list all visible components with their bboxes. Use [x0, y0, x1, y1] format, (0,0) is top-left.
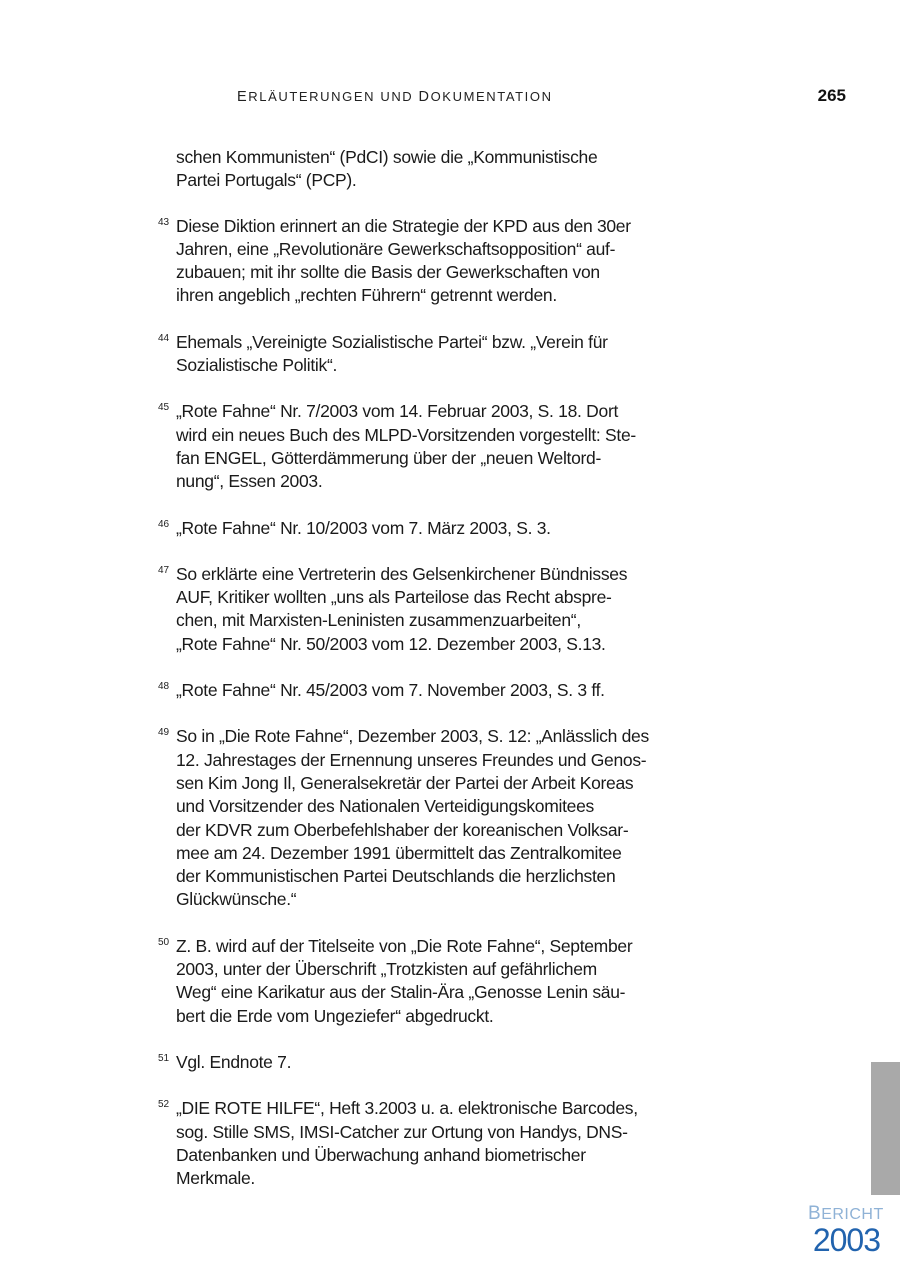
footnote-number: 49 — [158, 727, 170, 739]
text-line: schen Kommunisten“ (PdCI) sowie die „Kommunistische — [176, 147, 598, 167]
footnote-47 — [150, 563, 680, 656]
text-line: Weg“ eine Karikatur aus der Stalin-Ära „Genosse Lenin säu- — [176, 982, 626, 1003]
footnote-number: 52 — [158, 1099, 170, 1111]
text-line: Sozialistische Politik“. — [176, 355, 338, 376]
brand-year: 2003 — [812, 1222, 880, 1258]
footnote-text — [176, 563, 680, 656]
text-line: 12. Jahrestages der Ernennung unseres Freundes und Genos- — [176, 749, 647, 770]
text-line: zubauen; mit ihr sollte die Basis der Gewerkschaften von — [176, 262, 600, 283]
footnote-text — [176, 1097, 680, 1190]
footnote-46 — [150, 517, 680, 540]
footnote-number: 48 — [158, 681, 170, 693]
text-line: Merkmale. — [176, 1168, 255, 1189]
footnote-number: 51 — [158, 1052, 170, 1064]
text-line: Ehemals „Vereinigte Sozialistische Partei“ bzw. „Verein für — [176, 331, 608, 352]
footnote-text — [176, 517, 680, 540]
footnote-text — [176, 331, 680, 378]
brand-word: BERICHT — [808, 1203, 884, 1224]
text-line: Diese Diktion erinnert an die Strategie der KPD aus den 30er — [176, 215, 631, 236]
footnote-45 — [150, 400, 680, 493]
text-line: So erklärte eine Vertreterin des Gelsenkirchener Bündnisses — [176, 563, 628, 584]
continuation-paragraph — [150, 146, 680, 193]
footnote-content — [150, 146, 680, 1213]
text-line: und Vorsitzender des Nationalen Verteidigungskomitees — [176, 796, 594, 817]
text-line: Partei Portugals“ (PCP). — [176, 170, 357, 191]
text-line: sog. Stille SMS, IMSI-Catcher zur Ortung von Handys, DNS- — [176, 1121, 628, 1142]
footnote-number: 47 — [158, 564, 170, 576]
footnote-text — [176, 1051, 680, 1074]
text-line: bert die Erde vom Ungeziefer“ abgedruckt. — [176, 1005, 494, 1026]
text-line: fan ENGEL, Götterdämmerung über der „neuen Weltord- — [176, 447, 602, 468]
footnote-number: 45 — [158, 402, 170, 414]
text-line: AUF, Kritiker wollten „uns als Parteilose das Recht abspre- — [176, 587, 612, 608]
text-line: „DIE ROTE HILFE“, Heft 3.2003 u. a. elektronische Barcodes, — [176, 1098, 638, 1119]
text-line: Vgl. Endnote 7. — [176, 1051, 292, 1072]
text-line: chen, mit Marxisten-Leninisten zusammenzuarbeiten“, — [176, 610, 581, 631]
text-line: der Kommunistischen Partei Deutschlands die herzlichsten — [176, 866, 616, 887]
text-line: Z. B. wird auf der Titelseite von „Die Rote Fahne“, September — [176, 935, 633, 956]
text-line: So in „Die Rote Fahne“, Dezember 2003, S. 12: „Anlässlich des — [176, 726, 649, 747]
text-line: nung“, Essen 2003. — [176, 471, 323, 492]
footnote-text — [176, 935, 680, 1028]
text-line: „Rote Fahne“ Nr. 45/2003 vom 7. November 2003, S. 3 ff. — [176, 680, 605, 701]
footnote-text — [176, 679, 680, 702]
footnote-43 — [150, 215, 680, 308]
report-brand-logo — [808, 1203, 884, 1258]
footnote-text — [176, 400, 680, 493]
footnote-48 — [150, 679, 680, 702]
text-line: Jahren, eine „Revolutionäre Gewerkschaftsopposition“ auf- — [176, 238, 616, 259]
footnote-number: 44 — [158, 332, 170, 344]
text-line: Datenbanken und Überwachung anhand biometrischer — [176, 1144, 586, 1165]
text-line: der KDVR zum Oberbefehlshaber der koreanischen Volksar- — [176, 819, 629, 840]
footnote-44 — [150, 331, 680, 378]
footnote-51 — [150, 1051, 680, 1074]
text-line: ihren angeblich „rechten Führern“ getrennt werden. — [176, 285, 557, 306]
footnote-text — [176, 725, 680, 911]
text-line: „Rote Fahne“ Nr. 50/2003 vom 12. Dezember 2003, S.13. — [176, 633, 606, 654]
footnote-49 — [150, 725, 680, 911]
running-head: ERLÄUTERUNGEN UND DOKUMENTATION — [237, 89, 553, 105]
footnote-number: 46 — [158, 518, 170, 530]
footnote-list — [150, 215, 680, 1191]
continuation-text — [176, 146, 680, 193]
text-line: „Rote Fahne“ Nr. 7/2003 vom 14. Februar 2003, S. 18. Dort — [176, 401, 619, 422]
footnote-50 — [150, 935, 680, 1028]
side-tab — [871, 1062, 900, 1195]
text-line: 2003, unter der Überschrift „Trotzkisten auf gefährlichem — [176, 959, 597, 980]
page-number: 265 — [817, 86, 846, 105]
footnote-number: 43 — [158, 216, 170, 228]
footnote-number: 50 — [158, 936, 170, 948]
text-line: sen Kim Jong Il, Generalsekretär der Partei der Arbeit Koreas — [176, 772, 634, 793]
text-line: Glückwünsche.“ — [176, 889, 297, 910]
text-line: wird ein neues Buch des MLPD-Vorsitzenden vorgestellt: Ste- — [176, 424, 636, 445]
text-line: mee am 24. Dezember 1991 übermittelt das Zentralkomitee — [176, 842, 622, 863]
footnote-text — [176, 215, 680, 308]
footnote-52 — [150, 1097, 680, 1190]
text-line: „Rote Fahne“ Nr. 10/2003 vom 7. März 2003, S. 3. — [176, 517, 551, 538]
